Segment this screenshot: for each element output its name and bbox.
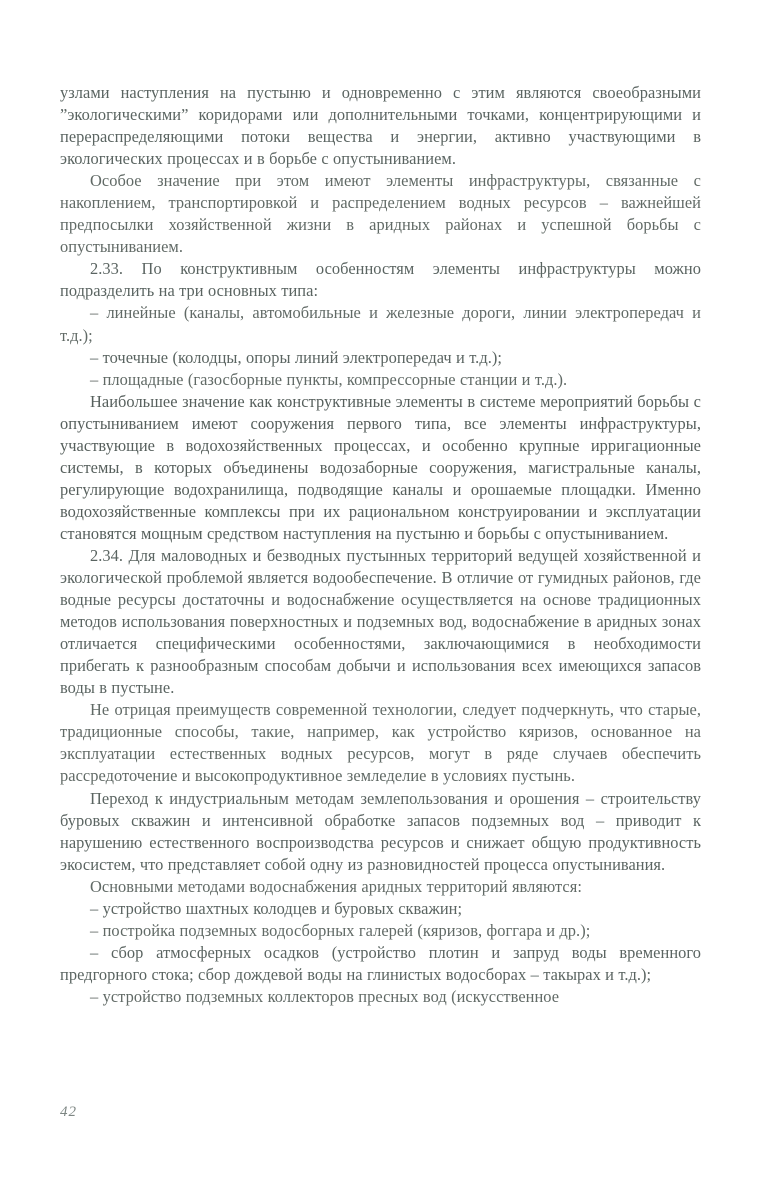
paragraph-section-2-34: 2.34. Для маловодных и безводных пустынных территорий ведущей хозяйственной и экологической проблемой является водообеспечение. В отличие от гумидных районов, где водные ресурсы достаточны и водоснабжение осуществляется на основе традиционных методов использования поверхностных и подземных вод, водоснабжение в аридных зонах отличается специфическими особенностями, заключающимися в необходимости прибегать к разнообразным способам добычи и использования всех имеющихся запасов воды в пустыне.	[60, 545, 701, 698]
paragraph-continued: узлами наступления на пустыню и одновременно с этим являются своеобразными ”экологическими” коридорами или дополнительными точками, концентрирующими и перераспределяющими потоки вещества и энергии, активно участвующими в экологических процессах и в борьбе с опустыниванием.	[60, 83, 701, 169]
text-column	[60, 82, 701, 1008]
list-item-precipitation-collection: – сбор атмосферных осадков (устройство плотин и запруд воды временного предгорного стока; сбор дождевой воды на глинистых водосборах – такырах и т.д.);	[60, 942, 701, 984]
paragraph-traditional-methods: Не отрицая преимуществ современной технологии, следует подчеркнуть, что старые, традиционные способы, такие, например, как устройство кяризов, основанное на эксплуатации естественных водных ресурсов, могут в ряде случаев обеспечить рассредоточение и высокопродуктивное земледелие в условиях пустынь.	[60, 700, 701, 786]
list-item-underground-collectors: – устройство подземных коллекторов пресных вод (искусственное	[90, 986, 560, 1006]
list-item-shaft-wells: – устройство шахтных колодцев и буровых скважин;	[90, 898, 463, 918]
paragraph-main-methods-intro: Основными методами водоснабжения аридных территорий являются:	[90, 876, 582, 896]
list-item-areal: – площадные (газосборные пункты, компрессорные станции и т.д.).	[90, 369, 568, 389]
list-item-point: – точечные (колодцы, опоры линий электропередач и т.д.);	[90, 347, 502, 367]
paragraph-industrial-transition: Переход к индустриальным методам землепользования и орошения – строительству буровых скважин и интенсивной обработке запасов подземных вод – приводит к нарушению естественного воспроизводства ресурсов и снижает общую продуктивность экосистем, что представляет собой одну из разновидностей процесса опустынивания.	[60, 788, 701, 874]
page-number: 42	[60, 1104, 77, 1120]
paragraph-section-2-33: 2.33. По конструктивным особенностям элементы инфраструктуры можно подразделить на три основных типа:	[60, 259, 701, 301]
paragraph-irrigation-systems: Наибольшее значение как конструктивные элементы в системе мероприятий борьбы с опустыниванием имеют сооружения первого типа, все элементы инфраструктуры, участвующие в водохозяйственных процессах, и особенно крупные ирригационные системы, в которых объединены водозаборные сооружения, магистральные каналы, регулирующие водохранилища, подводящие каналы и орошаемые площадки. Именно водохозяйственные комплексы при их рациональном конструировании и эксплуатации становятся мощным средством наступления на пустыню и борьбы с опустыниванием.	[60, 391, 701, 543]
list-item-underground-galleries: – постройка подземных водосборных галерей (кяризов, фоггара и др.);	[90, 920, 591, 940]
list-item-linear: – линейные (каналы, автомобильные и железные дороги, линии электропередач и т.д.);	[60, 303, 701, 345]
paragraph-infrastructure-water-resources: Особое значение при этом имеют элементы инфраструктуры, связанные с накоплением, транспортировкой и распределением водных ресурсов – важнейшей предпосылки хозяйственной жизни в аридных районах и успешной борьбы с опустыниванием.	[60, 171, 701, 257]
